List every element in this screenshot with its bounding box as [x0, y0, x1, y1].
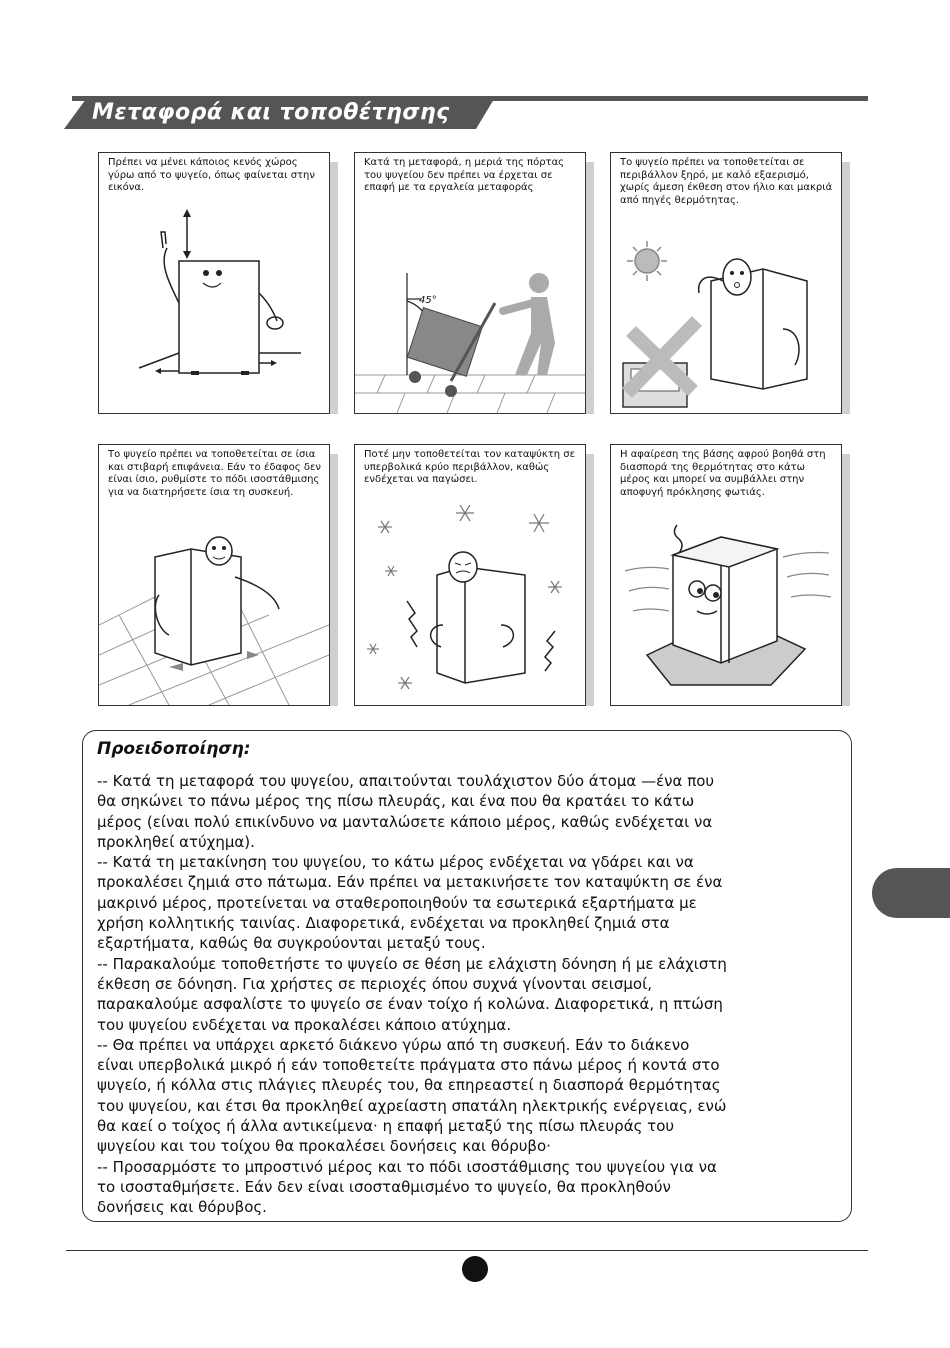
warning-line: μακρινό μέρος, προτείνεται να σταθεροποιηθούν τα εσωτερικά εξαρτήματα με: [97, 893, 697, 912]
warning-line: του ψυγείου ενδέχεται να προκαλέσει κάποιο ατύχημα.: [97, 1015, 512, 1034]
warning-line: ψυγείο, ή κόλλα στις πλάγιες πλευρές του, θα επηρεαστεί η διασπορά θερμότητας: [97, 1076, 721, 1095]
section-tab: [872, 868, 950, 918]
panel-environment: [610, 152, 862, 416]
warning-box: [82, 730, 852, 1222]
warning-line: το ισοσταθμήσετε. Εάν δεν είναι ισοσταθμισμένο το ψυγείο, θα προκληθούν: [97, 1177, 671, 1196]
warning-line: θα καεί ο τοίχος ή άλλα αντικείμενα· η επαφή μεταξύ της πίσω πλευράς του: [97, 1117, 675, 1136]
panel-caption: Ποτέ μην τοποθετείται τον καταψύκτη σε υπερβολικά κρύο περιβάλλον, καθώς ενδέχεται να παγώσει.: [364, 449, 576, 485]
warning-line: εξαρτήματα, καθώς θα συγκρούονται μεταξύ τους.: [97, 934, 486, 953]
panel-caption: Η αφαίρεση της βάσης αφρού βοηθά στη διασπορά της θερμότητας στο κάτω μέρος και μπορεί να συμβάλλει στην αποφυγή πρόκλησης φωτιάς.: [620, 449, 826, 498]
panel-foam-base: [610, 444, 862, 708]
warning-line: δονήσεις και θόρυβος.: [97, 1198, 267, 1217]
warning-line: μέρος (είναι πολύ επικίνδυνο να μανταλώσετε κάποιο μέρος, καθώς ενδέχεται να: [97, 812, 713, 831]
warning-line: είναι υπερβολικά μικρό ή εάν τοποθετείτε πράγματα στο πάνω μέρος ή κοντά στο: [97, 1056, 720, 1075]
warning-line: έκθεση σε δόνηση. Για χρήστες σε περιοχές όπου συχνά γίνονται σεισμοί,: [97, 974, 652, 993]
panel-caption: Κατά τη μεταφορά, η μεριά της πόρτας του ψυγείου δεν πρέπει να έρχεται σε επαφή με τα εργαλεία μεταφοράς: [364, 157, 565, 193]
warning-line: ψυγείου και του τοίχου θα προκαλέσει δονήσεις και θόρυβο·: [97, 1137, 551, 1156]
warning-title: Προειδοποίηση:: [97, 739, 251, 759]
warning-line: προκαλέσει ζημιά στο πάτωμα. Εάν πρέπει να μετακινήσετε τον καταψύκτη σε ένα: [97, 873, 723, 892]
warning-line: -- Παρακαλούμε τοποθετήστε το ψυγείο σε θέση με ελάχιστη δόνηση ή με ελάχιστη: [97, 954, 727, 973]
panel-caption: Το ψυγείο πρέπει να τοποθετείται σε ίσια και στιβαρή επιφάνεια. Εάν το έδαφος δεν είναι ίσιο, ρυθμίστε το πόδι ισοστάθμισης για να διατηρήσετε ίσια τη συσκευή.: [108, 449, 321, 498]
panel-level-surface: [98, 444, 350, 708]
angle-label: 45°: [419, 295, 437, 306]
warning-body: [97, 771, 847, 1218]
warning-line: -- Προσαρμόστε το μπροστινό μέρος και το πόδι ισοστάθμισης του ψυγείου για να: [97, 1157, 717, 1176]
panel-caption: Το ψυγείο πρέπει να τοποθετείται σε περιβάλλον ξηρό, με καλό εξαερισμό, χωρίς άμεση έκθεση στον ήλιο και μακριά από πηγές θερμότητας.: [620, 157, 833, 206]
warning-line: -- Θα πρέπει να υπάρχει αρκετό διάκενο γύρω από τη συσκευή. Εάν το διάκενο: [97, 1035, 690, 1054]
warning-line: του ψυγείου, και έτσι θα προκληθεί αχρείαστη σπατάλη ηλεκτρικής ενέργειας, ενώ: [97, 1096, 727, 1115]
panel-caption: Πρέπει να μένει κάποιος κενός χώρος γύρω από το ψυγείο, όπως φαίνεται στην εικόνα.: [108, 157, 315, 193]
panel-cold: [354, 444, 606, 708]
warning-line: χρήση κολλητικής ταινίας. Διαφορετικά, ενδέχεται να προκληθεί ζημιά στα: [97, 914, 670, 933]
page-title: Μεταφορά και τοποθέτησης: [92, 100, 450, 125]
panel-transport: [354, 152, 606, 416]
page-marker: [462, 1256, 488, 1282]
warning-line: παρακαλούμε ασφαλίστε το ψυγείο σε έναν τοίχο ή κολώνα. Διαφορετικά, η πτώση: [97, 995, 723, 1014]
warning-line: προκληθεί ατύχημα).: [97, 832, 255, 851]
warning-line: -- Κατά τη μετακίνηση του ψυγείου, το κάτω μέρος ενδέχεται να γδάρει και να: [97, 853, 694, 872]
warning-line: -- Κατά τη μεταφορά του ψυγείου, απαιτούνται τουλάχιστον δύο άτομα —ένα που: [97, 772, 715, 790]
warning-line: θα σηκώνει το πάνω μέρος της πίσω πλευράς, και ένα που θα κρατάει το κάτω: [97, 792, 695, 811]
panel-clearance: [98, 152, 350, 416]
footer-rule: [66, 1250, 868, 1251]
